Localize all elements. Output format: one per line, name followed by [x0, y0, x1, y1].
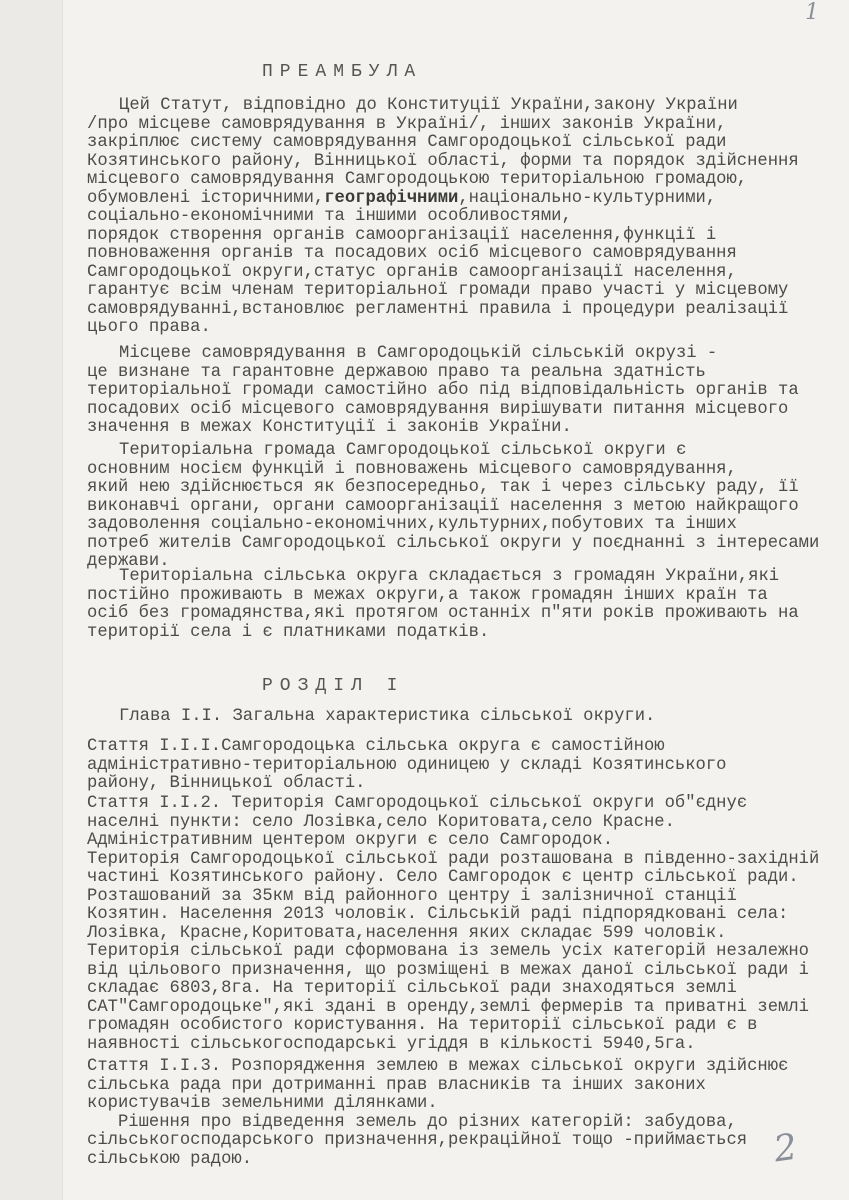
text-line: порядок створення органів самоорганізації населення,функції і — [87, 225, 717, 245]
text-line: САТ"Самгородоцьке",які здані в оренду,землі фермерів та приватні землі — [87, 997, 809, 1017]
text-line: цього права. — [87, 318, 211, 337]
preamble-paragraph-3 — [87, 442, 819, 572]
text-line: від цільового призначення, що розміщені в межах даної сільської ради і — [87, 960, 809, 980]
section-heading: РОЗДІЛ I — [262, 676, 405, 696]
text-line: частині Козятинського району. Село Самгородок є центр сільської ради. — [87, 868, 799, 887]
text-line: Цей Статут, відповідно до Конституції України,закону України — [119, 96, 738, 115]
text-line: громадян особистого користування. На території сільської ради є в — [87, 1016, 758, 1035]
text-line: Територіальна громада Самгородоцької сільської округи є — [119, 441, 687, 460]
chapter-title — [87, 708, 655, 727]
text-line: це визнане та гарантовне державою право та реальна здатність — [87, 362, 706, 382]
text-line: закріплює систему самоврядування Самгородоцької сільської ради — [87, 133, 727, 152]
text-line: повноваження органів та посадових осіб місцевого самоврядування — [87, 244, 737, 263]
article-1-1-3 — [87, 1058, 788, 1169]
text-line: основним носієм функцій і повноважень місцевого самоврядування, — [87, 459, 737, 479]
preamble-heading: ПРЕАМБУЛА — [262, 62, 423, 82]
text-line: значення в межах Конституції і законів України. — [87, 418, 572, 437]
text-line: місцевого самоврядування Самгородоцькою територіальною громадою, — [87, 170, 748, 189]
text-line: території села і є платниками податків. — [87, 622, 490, 642]
text-line: постійно проживають в межах округи,а також громадян інших країн та — [87, 585, 768, 605]
preamble-paragraph-4 — [87, 568, 799, 642]
text-line: Територія Самгородоцької сільської ради розташована в південно-західній — [87, 849, 820, 869]
text-line: задоволення соціально-економічних,культурних,побутових та інших — [87, 515, 737, 534]
text-line: наявності сільськогосподарські угіддя в кількості 5940,5га. — [87, 1034, 696, 1054]
text-line: Територія сільської ради сформована із земель усіх категорій незалежно — [87, 942, 809, 961]
text-line: Місцеве самоврядування в Самгородоцькій сільській окрузі - — [119, 344, 718, 363]
text-line: Стаття I.I.I.Самгородоцька сільська округа є самостійною — [87, 737, 665, 756]
text-line: осіб без громадянства,які протягом останніх п"яти років проживають на — [87, 604, 799, 623]
text-line: користувачів земельними ділянками. — [87, 1094, 438, 1113]
text-line: Козятинського району, Вінницької області, форми та порядок здійснення — [87, 151, 799, 171]
text-line: гарантує всім членам територіальної громади право участі у місцевому — [87, 281, 789, 300]
text-line: населні пункти: село Лозівка,село Коритовата,село Красне. — [87, 812, 675, 832]
text-line: сільськогосподарського призначення,рекраційної тощо -приймається — [87, 1131, 748, 1150]
text-line: району, Вінницької області. — [87, 774, 366, 793]
text-line: соціально-економічними та іншими особливостями, — [87, 207, 572, 226]
text-line: потреб жителів Самгородоцької сільської округи у поєднанні з інтересами — [87, 533, 820, 553]
text-line: виконавчі органи, органи самоорганізації населення з метою найкращого — [87, 496, 799, 516]
text-line: Територіальна сільська округа складається з громадян України,які — [119, 567, 780, 586]
article-1-1-2 — [87, 795, 819, 1054]
handwritten-page-number-top: 1 — [805, 0, 819, 25]
text-line: Адміністративним центером округи є село Самгородок. — [87, 831, 614, 850]
text-line: самоврядуванні,встановлює регламентні правила і процедури реалізації — [87, 299, 789, 319]
text-line: Лозівка, Красне,Коритовата,населення яких складає 599 чоловік. — [87, 923, 727, 943]
preamble-paragraph-2 — [87, 345, 799, 438]
handwritten-page-number-bottom: 2 — [771, 1126, 800, 1171]
overstruck-word: географічними — [324, 188, 459, 208]
text-line: який нею здійснюється як безпосередньо, так і через сільську раду, її — [87, 478, 799, 497]
text-line: Козятин. Населення 2013 чоловік. Сільській раді підпорядковані села: — [87, 905, 789, 924]
text-line: територіальної громади самостійно або під відповідальність органів та — [87, 381, 799, 400]
text-line: Самгородоцької округи,статус органів самоорганізації населення, — [87, 262, 737, 282]
text-line: держави. — [87, 552, 170, 571]
text-line: Розташований за 35км від районного центру і залізничної станції — [87, 886, 737, 906]
text-line: адміністративно-територіальною одиницею у складі Козятинського — [87, 755, 727, 775]
page-edge — [0, 0, 63, 1200]
text-line: Рішення про відведення земель до різних категорій: забудова, — [87, 1112, 737, 1132]
text-line: складає 6803,8га. На території сільської ради знаходяться землі — [87, 979, 737, 998]
text-line: сільською радою. — [87, 1149, 253, 1169]
text-line: Стаття I.I.2. Територія Самгородоцької сільської округи об"єднує — [87, 794, 748, 813]
article-1-1-1 — [87, 738, 726, 794]
text-line: обумовлені історичними,географічними,національно-культурними, — [87, 188, 717, 208]
text-line: Стаття I.I.3. Розпорядження землею в межах сільської округи здійснює — [87, 1057, 789, 1076]
text-line: посадових осіб місцевого самоврядування вирішувати питання місцевого — [87, 399, 789, 419]
preamble-paragraph-1 — [87, 97, 799, 338]
text-line: /про місцеве самоврядування в Україні/, інших законів України, — [87, 114, 727, 134]
text-line: сільська рада при дотриманні прав власників та інших законих — [87, 1075, 706, 1095]
text-line: Глава I.I. Загальна характеристика сільської округи. — [119, 707, 656, 726]
